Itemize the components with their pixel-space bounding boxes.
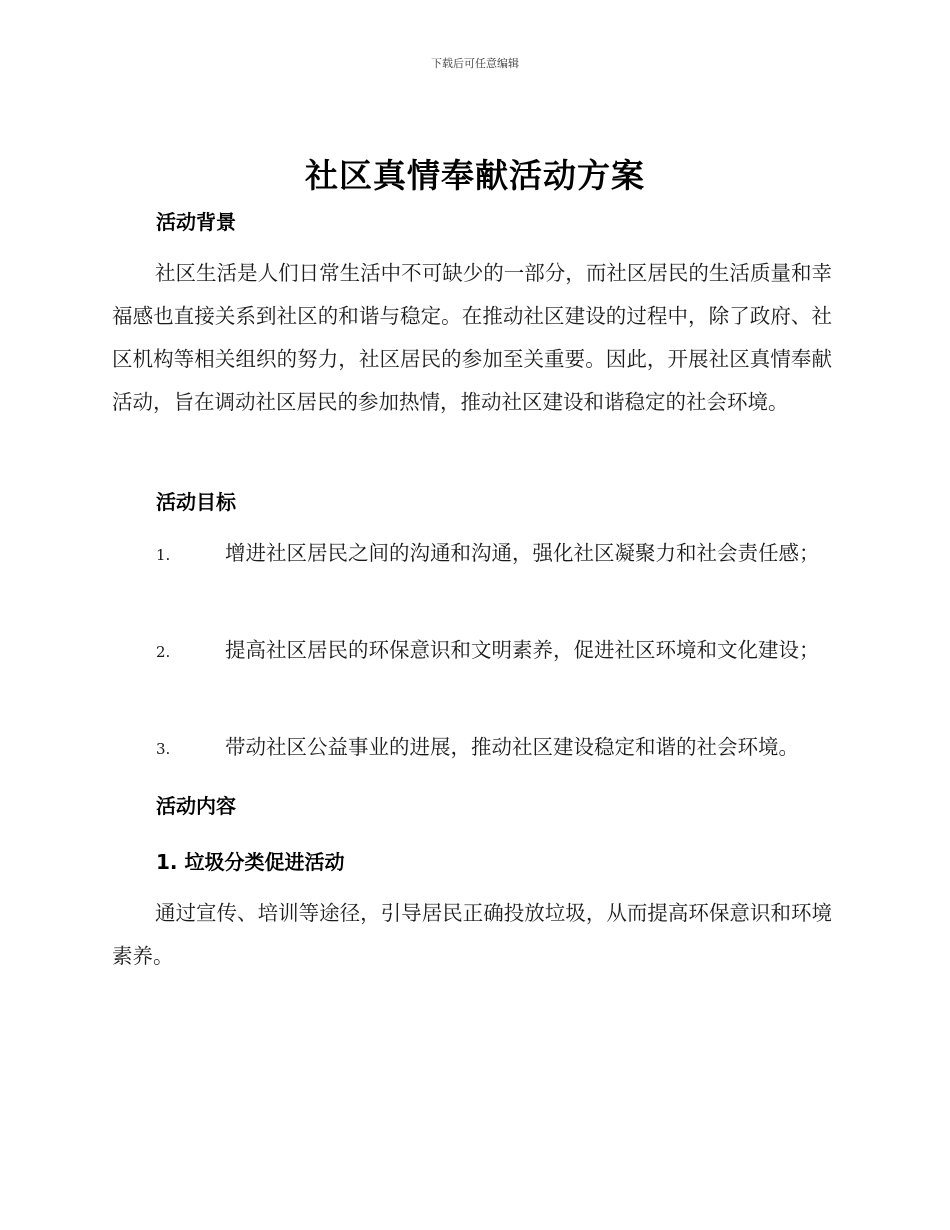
- section-heading-content: 活动内容: [156, 794, 236, 818]
- goal-text: 增进社区居民之间的沟通和沟通，强化社区凝聚力和社会责任感；: [225, 541, 820, 565]
- goal-number: 2.: [156, 643, 171, 661]
- goal-number: 3.: [156, 740, 171, 758]
- goal-item: [112, 532, 832, 577]
- header-note: 下载后可任意编辑: [431, 57, 519, 70]
- sub-heading-garbage-sorting: 1. 垃圾分类促进活动: [156, 850, 345, 874]
- goal-item: [112, 629, 832, 674]
- goal-text: 带动社区公益事业的进展，推动社区建设稳定和谐的社会环境。: [225, 735, 799, 759]
- document-title: 社区真情奉献活动方案: [305, 156, 645, 195]
- goal-number: 1.: [156, 546, 171, 564]
- goal-item: [112, 726, 832, 771]
- section-heading-background: 活动背景: [156, 210, 236, 234]
- section-heading-goals: 活动目标: [156, 490, 236, 514]
- content-paragraph: 通过宣传、培训等途径，引导居民正确投放垃圾，从而提高环保意识和环境素养。: [112, 901, 832, 968]
- goal-text: 提高社区居民的环保意识和文明素养，促进社区环境和文化建设；: [225, 638, 820, 662]
- background-paragraph: 社区生活是人们日常生活中不可缺少的一部分，而社区居民的生活质量和幸福感也直接关系到社区的和谐与稳定。在推动社区建设的过程中，除了政府、社区机构等相关组织的努力，社区居民的参加至关重要。因此，开展社区真情奉献活动，旨在调动社区居民的参加热情，推动社区建设和谐稳定的社会环境。: [112, 261, 832, 414]
